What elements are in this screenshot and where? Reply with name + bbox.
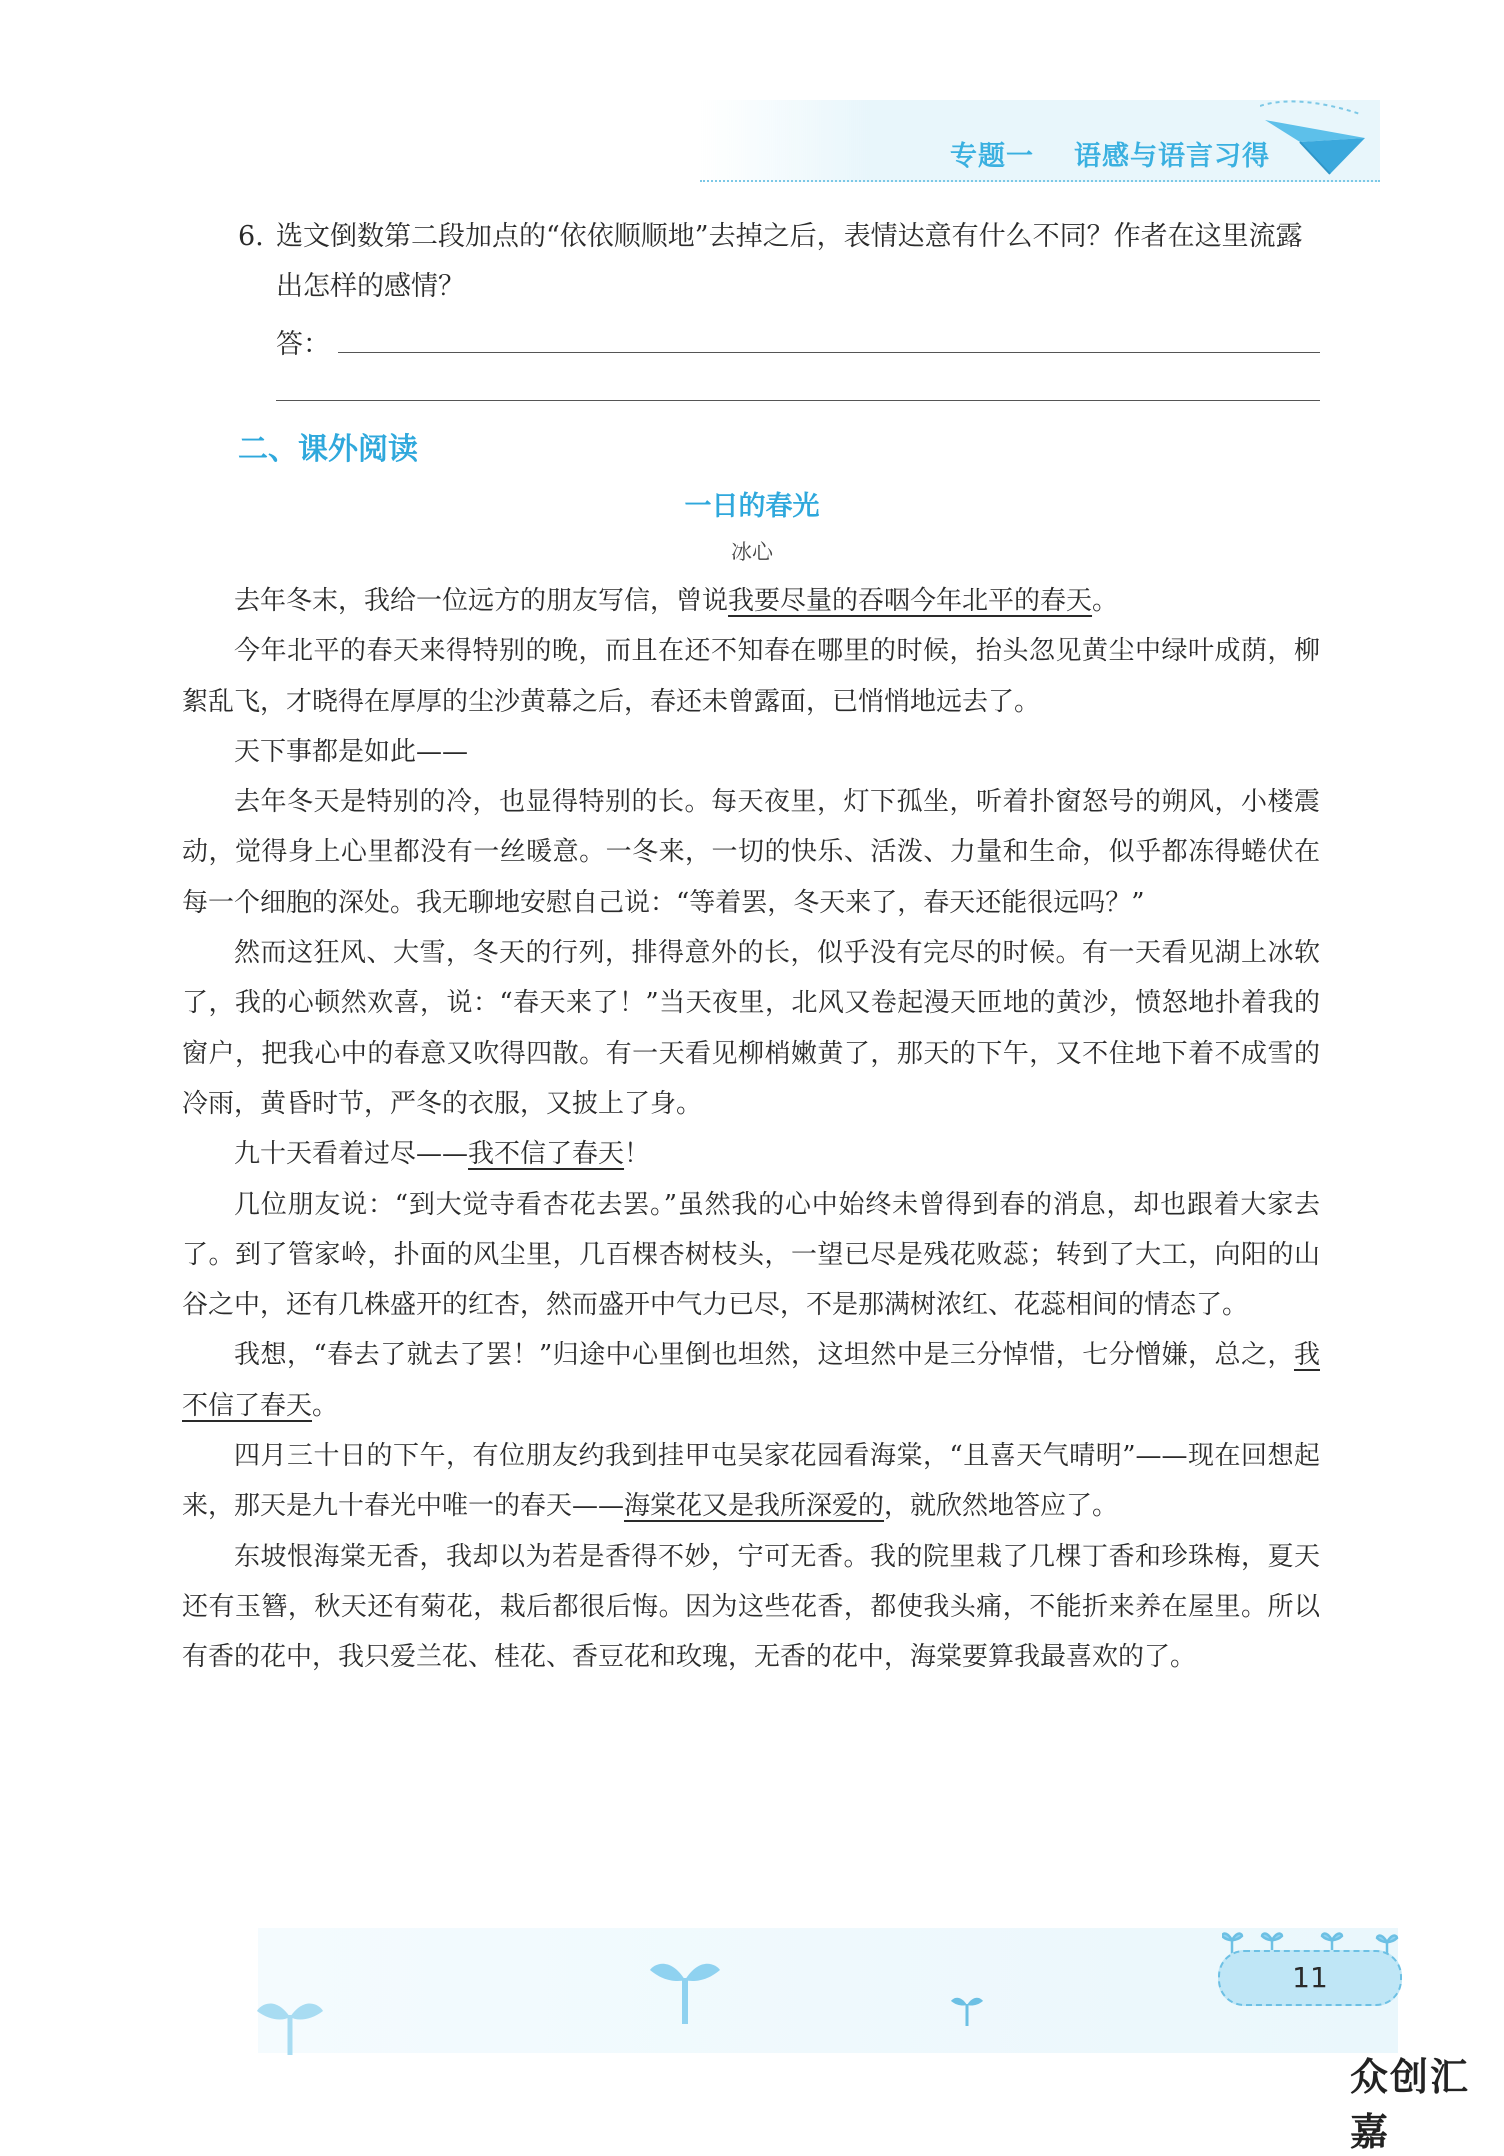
article-title: 一日的春光 (684, 491, 820, 522)
paragraph: 天下事都是如此—— (234, 736, 469, 767)
header-title (950, 134, 1270, 173)
question-text: 选文倒数第二段加点的“依依顺顺地”去掉之后，表情达意有什么不同？作者在这里流露出怎样的感情？ (276, 221, 1303, 302)
question-number: 6. (238, 221, 264, 252)
answer-row (276, 320, 1320, 370)
article-author: 冰心 (731, 540, 773, 564)
text: 九十天看着过尽—— (234, 1139, 469, 1170)
underlined-text: 我不信了春天 (468, 1139, 625, 1170)
question-6 (238, 212, 1320, 312)
text: 四月三十日的下午，有位朋友约我到挂甲屯吴家花园看海棠，“且喜天气晴明”——现在回想起来，那天是九十春光中唯一的春天—— (182, 1441, 1320, 1522)
sprout-icon (255, 1985, 325, 2055)
sprout-icon (648, 1948, 722, 2024)
paragraph (182, 1129, 1320, 1179)
article-body (182, 576, 1320, 1683)
paragraph: 几位朋友说：“到大觉寺看杏花去罢。”虽然我的心中始终未曾得到春的消息，却也跟着大家去了。到了管家岭，扑面的风尘里，几百棵杏树枝头，一望已尽是残花败蕊；转到了大工，向阳的山谷之中，还有几株盛开的红杏，然而盛开中气力已尽，不是那满树浓红、花蕊相间的情态了。 (182, 1189, 1320, 1321)
sprout-icon (950, 1990, 984, 2026)
paper-plane-icon (1260, 100, 1370, 180)
paragraph: 去年冬天是特别的冷，也显得特别的长。每天夜里，灯下孤坐，听着扑窗怒号的朔风，小楼震动，觉得身上心里都没有一丝暖意。一冬来，一切的快乐、活泼、力量和生命，似乎都冻得蜷伏在每一个细胞的深处。我无聊地安慰自己说：“等着罢，冬天来了，春天还能很远吗？” (182, 787, 1320, 918)
answer-label: 答： (276, 329, 330, 360)
header-topic: 专题一 (950, 141, 1034, 172)
paragraph: 今年北平的春天来得特别的晚，而且在还不知春在哪里的时候，抬头忽见黄尘中绿叶成荫，柳絮乱飞，才晓得在厚厚的尘沙黄幕之后，春还未曾露面，已悄悄地远去了。 (182, 636, 1320, 717)
header-subtitle: 语感与语言习得 (1074, 141, 1270, 172)
paragraph: 然而这狂风、大雪，冬天的行列，排得意外的长，似乎没有完尽的时候。有一天看见湖上冰软了，我的心顿然欢喜，说：“春天来了！”当天夜里，北风又卷起漫天匝地的黄沙，愤怒地扑着我的窗户，把我心中的春意又吹得四散。有一天看见柳梢嫩黄了，那天的下午，又不住地下着不成雪的冷雨，黄昏时节，严冬的衣服，又披上了身。 (182, 938, 1320, 1119)
paragraph (182, 1431, 1320, 1532)
page-header (700, 100, 1380, 182)
page-number: 11 (1218, 1950, 1402, 2006)
watermark: 众创汇嘉 (1350, 2055, 1471, 2154)
section-title: 二、课外阅读 (238, 432, 418, 467)
text: 。 (1092, 586, 1119, 616)
text: 我想，“春去了就去了罢！”归途中心里倒也坦然，这坦然中是三分悼惜，七分憎嫌，总之， (234, 1340, 1294, 1371)
text: ！ (624, 1139, 651, 1170)
text: 。 (312, 1390, 339, 1421)
underlined-text: 我要尽量的吞咽今年北平的春天 (728, 586, 1093, 616)
paragraph (182, 1330, 1320, 1431)
text: ，就欣然地答应了。 (884, 1491, 1119, 1522)
text: 去年冬末，我给一位远方的朋友写信，曾说 (234, 586, 729, 616)
paragraph: 东坡恨海棠无香，我却以为若是香得不妙，宁可无香。我的院里栽了几棵丁香和珍珠梅，夏天还有玉簪，秋天还有菊花，栽后都很后悔。因为这些花香，都使我头痛，不能折来养在屋里。所以有香的花中，我只爱兰花、桂花、香豆花和玫瑰，无香的花中，海棠要算我最喜欢的了。 (182, 1541, 1320, 1673)
underlined-text: 海棠花又是我所深爱的 (624, 1491, 885, 1522)
underlined-text: 我不信了春天 (182, 1340, 1320, 1421)
answer-line-2[interactable] (276, 400, 1320, 401)
answer-line[interactable] (338, 352, 1320, 353)
paragraph (182, 576, 1320, 626)
